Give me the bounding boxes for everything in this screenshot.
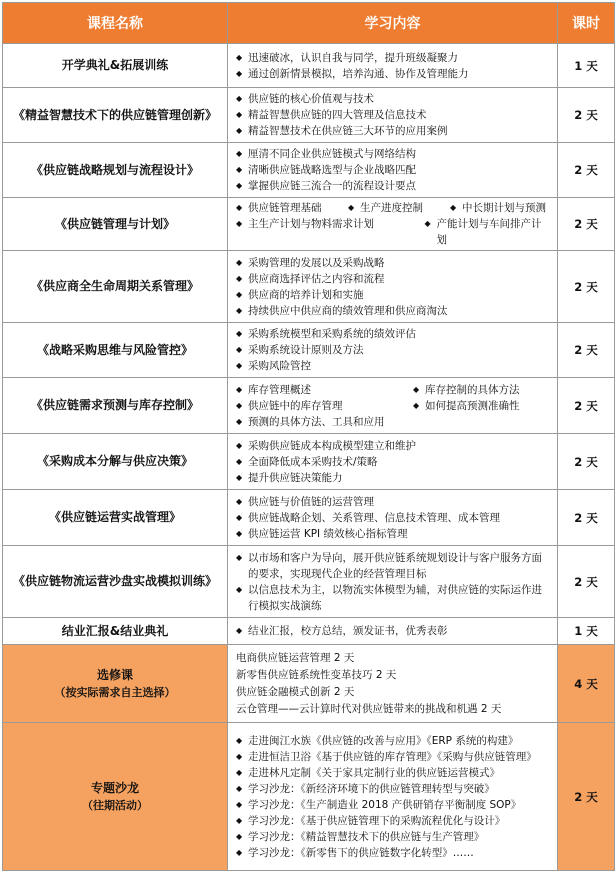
- table-row: [3, 323, 615, 378]
- table-row: [3, 143, 615, 198]
- course-name-sub: （往期活动）: [82, 798, 148, 812]
- content-item: ◆ 采购系统设计原则及方法: [236, 342, 551, 358]
- course-content: [228, 723, 558, 871]
- content-item: ◆ 走进林凡定制《关于家具定制行业的供应链运营模式》: [236, 765, 551, 781]
- course-name: 《供应链战略规划与流程设计》: [3, 143, 228, 198]
- course-name: 《供应链运营实战管理》: [3, 490, 228, 546]
- course-days: 2 天: [558, 378, 615, 434]
- course-content: [228, 490, 558, 546]
- course-content: [228, 323, 558, 378]
- table-row: [3, 546, 615, 618]
- course-content: [228, 378, 558, 434]
- content-item: ◆ 供应链战略企划、关系管理、信息技术管理、成本管理: [236, 510, 551, 526]
- content-item: ◆ 以信息技术为主，以物流实体模型为辅，对供应链的实际运作进行模拟实战演练: [236, 582, 551, 614]
- content-item: ◆ 供应商选择评估之内容和流程: [236, 271, 551, 287]
- content-line: 供应链金融模式创新 2 天: [236, 685, 355, 698]
- content-item: ◆ 掌握供应链三流合一的流程设计要点: [236, 178, 551, 194]
- course-content: [228, 88, 558, 143]
- content-item: ◆ 迅速破冰，认识自我与同学，提升班级凝聚力: [236, 50, 551, 66]
- table-row-elective: [3, 645, 615, 723]
- course-days: 2 天: [558, 434, 615, 490]
- course-days: 2 天: [558, 143, 615, 198]
- content-item: ◆ 学习沙龙：《新经济环境下的供应链管理转型与突破》: [236, 781, 551, 797]
- content-item: ◆ 采购供应链成本构成模型建立和维护: [236, 438, 551, 454]
- content-item: ◆ 生产进度控制: [348, 200, 450, 216]
- content-item: ◆ 预测的具体方法、工具和应用: [236, 414, 551, 430]
- table-row: [3, 434, 615, 490]
- content-item: ◆ 精益智慧供应链的四大管理及信息技术: [236, 107, 551, 123]
- course-days: 2 天: [558, 251, 615, 323]
- course-days: 2 天: [558, 323, 615, 378]
- content-item: ◆ 精益智慧技术在供应链三大环节的应用案例: [236, 123, 551, 139]
- course-content: [228, 198, 558, 251]
- content-item: ◆ 提升供应链决策能力: [236, 470, 551, 486]
- course-name: 结业汇报&结业典礼: [3, 618, 228, 645]
- course-name: 《采购成本分解与供应决策》: [3, 434, 228, 490]
- table-row: [3, 251, 615, 323]
- course-content: [228, 44, 558, 88]
- course-days: 1 天: [558, 618, 615, 645]
- content-item: ◆ 供应链与价值链的运营管理: [236, 494, 551, 510]
- content-item: ◆ 持续供应中供应商的绩效管理和供应商淘汰: [236, 303, 551, 319]
- table-row: [3, 618, 615, 645]
- course-days: 2 天: [558, 88, 615, 143]
- table-row: [3, 490, 615, 546]
- header-course-name: 课程名称: [3, 3, 228, 44]
- course-content: [228, 143, 558, 198]
- content-item: ◆ 以市场和客户为导向，展开供应链系统规划设计与客户服务方面的要求，实现现代企业的经营管理目标: [236, 550, 551, 582]
- table-row: [3, 44, 615, 88]
- header-days: 课时: [558, 3, 615, 44]
- content-item: ◆ 清晰供应链战略选型与企业战略匹配: [236, 162, 551, 178]
- course-name-main: 选修课: [96, 667, 133, 682]
- content-item: ◆ 采购管理的发展以及采购战略: [236, 255, 551, 271]
- content-item: ◆ 通过创新情景模拟，培养沟通、协作及管理能力: [236, 66, 551, 82]
- content-line: 云仓管理——云计算时代对供应链带来的挑战和机遇 2 天: [236, 702, 502, 715]
- content-item: ◆ 库存控制的具体方法: [413, 382, 520, 398]
- content-item: ◆ 采购系统模型和采购系统的绩效评估: [236, 326, 551, 342]
- course-days: 1 天: [558, 44, 615, 88]
- content-item: ◆ 结业汇报，校方总结，颁发证书，优秀表彰: [236, 623, 551, 639]
- course-name: 《供应商全生命周期关系管理》: [3, 251, 228, 323]
- course-name: 《供应链管理与计划》: [3, 198, 228, 251]
- content-item: ◆ 产能计划与车间排产计划: [424, 216, 551, 248]
- header-content: 学习内容: [228, 3, 558, 44]
- course-days: 2 天: [558, 198, 615, 251]
- content-item: ◆ 供应链运营 KPI 绩效核心指标管理: [236, 526, 551, 542]
- content-item: ◆ 走进恒洁卫浴《基于供应链的库存管理》《采购与供应链管理》: [236, 749, 551, 765]
- content-item: ◆ 学习沙龙：《新零售下的供应链数字化转型》……: [236, 845, 551, 861]
- table-row-salon: [3, 723, 615, 871]
- content-item: ◆ 供应商的培养计划和实施: [236, 287, 551, 303]
- course-name: 开学典礼&拓展训练: [3, 44, 228, 88]
- course-content: [228, 546, 558, 618]
- course-name-main: 专题沙龙: [90, 780, 139, 795]
- content-item: ◆ 供应链管理基础: [236, 200, 348, 216]
- header-row: [3, 3, 615, 44]
- course-content: [228, 645, 558, 723]
- content-item: ◆ 供应链中的库存管理: [236, 398, 413, 414]
- course-name-sub: （按实际需求自主选择）: [54, 685, 176, 699]
- content-item: ◆ 学习沙龙：《精益智慧技术下的供应链与生产管理》: [236, 829, 551, 845]
- course-days: 4 天: [558, 645, 615, 723]
- course-content: [228, 618, 558, 645]
- course-days: 2 天: [558, 723, 615, 871]
- course-days: 2 天: [558, 490, 615, 546]
- course-schedule-table: [2, 2, 615, 871]
- table-row: [3, 378, 615, 434]
- content-item: ◆ 中长期计划与预测: [450, 200, 546, 216]
- table-row: [3, 88, 615, 143]
- table-row: [3, 198, 615, 251]
- content-item: ◆ 走进闽江水族《供应链的改善与应用》《ERP 系统的构建》: [236, 733, 551, 749]
- content-item: ◆ 库存管理概述: [236, 382, 413, 398]
- course-name: 《战略采购思维与风险管控》: [3, 323, 228, 378]
- content-item: ◆ 如何提高预测准确性: [413, 398, 520, 414]
- content-line: 新零售供应链系统性变革技巧 2 天: [236, 668, 397, 681]
- course-name: 《供应链物流运营沙盘实战模拟训练》: [3, 546, 228, 618]
- content-item-row: [236, 398, 551, 414]
- content-line: 电商供应链运营管理 2 天: [236, 651, 355, 664]
- course-name: 《供应链需求预测与库存控制》: [3, 378, 228, 434]
- content-item: ◆ 学习沙龙：《基于供应链管理下的采购流程优化与设计》: [236, 813, 551, 829]
- course-name: [3, 645, 228, 723]
- content-item: ◆ 采购风险管控: [236, 358, 551, 374]
- content-item-row: [236, 200, 551, 216]
- content-item: ◆ 供应链的核心价值观与技术: [236, 91, 551, 107]
- content-item: ◆ 全面降低成本采购技术/策略: [236, 454, 551, 470]
- course-content: [228, 434, 558, 490]
- content-item-row: [236, 216, 551, 248]
- course-content: [228, 251, 558, 323]
- course-name: [3, 723, 228, 871]
- course-days: 2 天: [558, 546, 615, 618]
- course-name: 《精益智慧技术下的供应链管理创新》: [3, 88, 228, 143]
- content-item: ◆ 学习沙龙：《生产制造业 2018 产供研销存平衡制度 SOP》: [236, 797, 551, 813]
- content-item: ◆ 主生产计划与物料需求计划: [236, 216, 424, 248]
- content-item: ◆ 厘清不同企业供应链模式与网络结构: [236, 146, 551, 162]
- content-item-row: [236, 382, 551, 398]
